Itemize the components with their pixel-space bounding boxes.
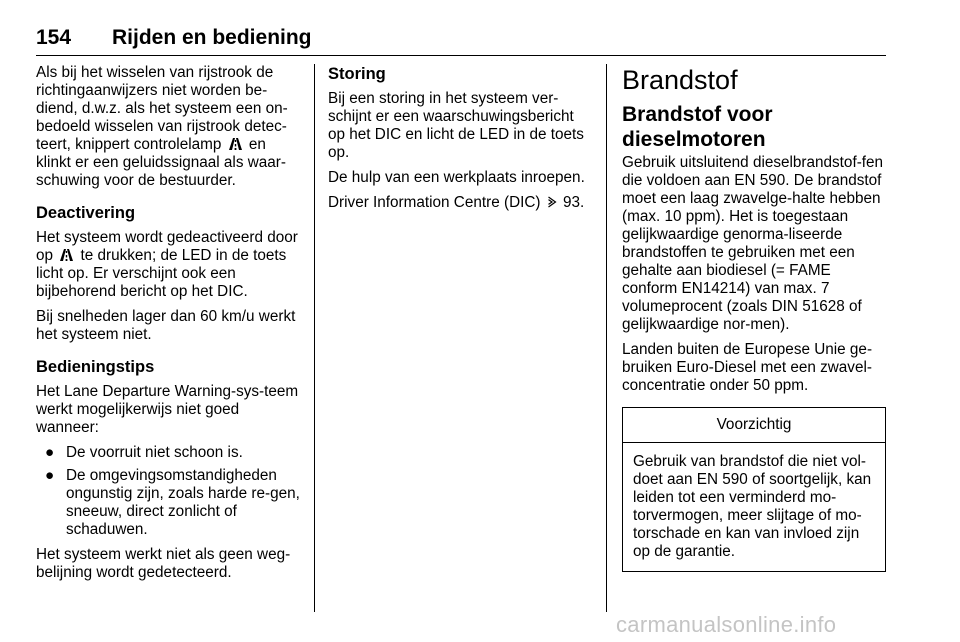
workshop-paragraph: De hulp van een werkplaats inroepen. [328, 169, 585, 186]
intro-paragraph [36, 64, 300, 190]
list-item-text: De voorruit niet schoon is. [66, 444, 243, 461]
dic-reference [328, 194, 592, 212]
deactivation-heading: Deactivering [36, 204, 136, 222]
deact-text-b: te drukken; de LED in de toets licht op. Er verschijnt ook een bijbehorend bericht op het DIC. [36, 247, 287, 300]
dic-reference-text: Driver Information Centre (DIC) [328, 194, 541, 211]
list-item [36, 467, 300, 539]
watermark: carmanualsonline.info [616, 612, 837, 637]
bullet-icon: ● [45, 467, 55, 484]
speed-paragraph: Bij snelheden lager dan 60 km/u werkt het systeem niet. [36, 308, 296, 343]
non-eu-paragraph: Landen buiten de Europese Unie ge-bruiken Euro-Diesel met een zwavel-concentratie onder 50 ppm. [622, 341, 873, 394]
list-item-text: De omgevingsomstandigheden ongunstig zijn, zoals harde re-gen, sneeuw, direct zonlicht of schaduwen. [66, 467, 300, 538]
lane-departure-icon [228, 137, 243, 151]
column-divider-2 [606, 64, 607, 612]
page-reference-icon [547, 196, 557, 208]
tips-list [36, 444, 300, 539]
caution-box [622, 407, 886, 572]
tips-intro: Het Lane Departure Warning-sys-teem werkt mogelijkerwijs niet goed wanneer: [36, 383, 299, 436]
lane-departure-icon [59, 248, 74, 262]
header-rule [36, 55, 886, 56]
column-1 [36, 64, 300, 589]
chapter-title: Rijden en bediening [112, 26, 312, 49]
malfunction-paragraph: Bij een storing in het systeem ver-schijnt er een waarschuwingsbericht op het DIC en licht de LED in de toets op. [328, 90, 584, 161]
bullet-icon: ● [45, 444, 55, 461]
column-divider-1 [314, 64, 315, 612]
deact-text-a: Het systeem wordt gedeactiveerd door op [36, 229, 298, 264]
caution-body: Gebruik van brandstof die niet vol-doet aan EN 590 of soortgelijk, kan leiden tot een verminderd mo-torvermogen, meer slijtage of mo-torschade en kan van invloed zijn op de garantie. [633, 453, 872, 560]
outro-paragraph: Het systeem werkt niet als geen weg-belijning wordt gedetecteerd. [36, 546, 291, 581]
malfunction-heading: Storing [328, 65, 386, 83]
column-2 [328, 64, 592, 219]
section-subtitle: Brandstof voor dieselmotoren [622, 103, 773, 151]
page-header [36, 26, 886, 56]
caution-title: Voorzichtig [623, 408, 885, 443]
intro-text-a: Als bij het wisselen van rijstrook de richtingaanwijzers niet worden be-diend, d.w.z. als het systeem een on-bedoeld wisselen van rijstrook detec-teert, knippert controlelamp [36, 64, 288, 153]
section-title: Brandstof [622, 65, 738, 95]
fuel-paragraph: Gebruik uitsluitend dieselbrandstof-fen die voldoen aan EN 590. De brandstof moet een laag zwavelge-halte hebben (max. 10 ppm). Het is toegestaan gelijkwaardige genorma-liseerde brandstoffen te gebruiken met een gehalte aan biodiesel (= FAME conform EN14214) van max. 7 volumeprocent (zoals DIN 51628 of gelijkwaardige nor-men). [622, 154, 884, 333]
tips-heading: Bedieningstips [36, 358, 155, 376]
column-3 [622, 64, 886, 572]
page-number: 154 [36, 26, 72, 49]
dic-reference-page[interactable]: 93. [563, 194, 585, 211]
deactivation-paragraph [36, 229, 300, 301]
list-item [36, 444, 300, 462]
intro-text-b: en klinkt er een geluidssignaal als waar-schuwing voor de bestuurder. [36, 136, 286, 189]
